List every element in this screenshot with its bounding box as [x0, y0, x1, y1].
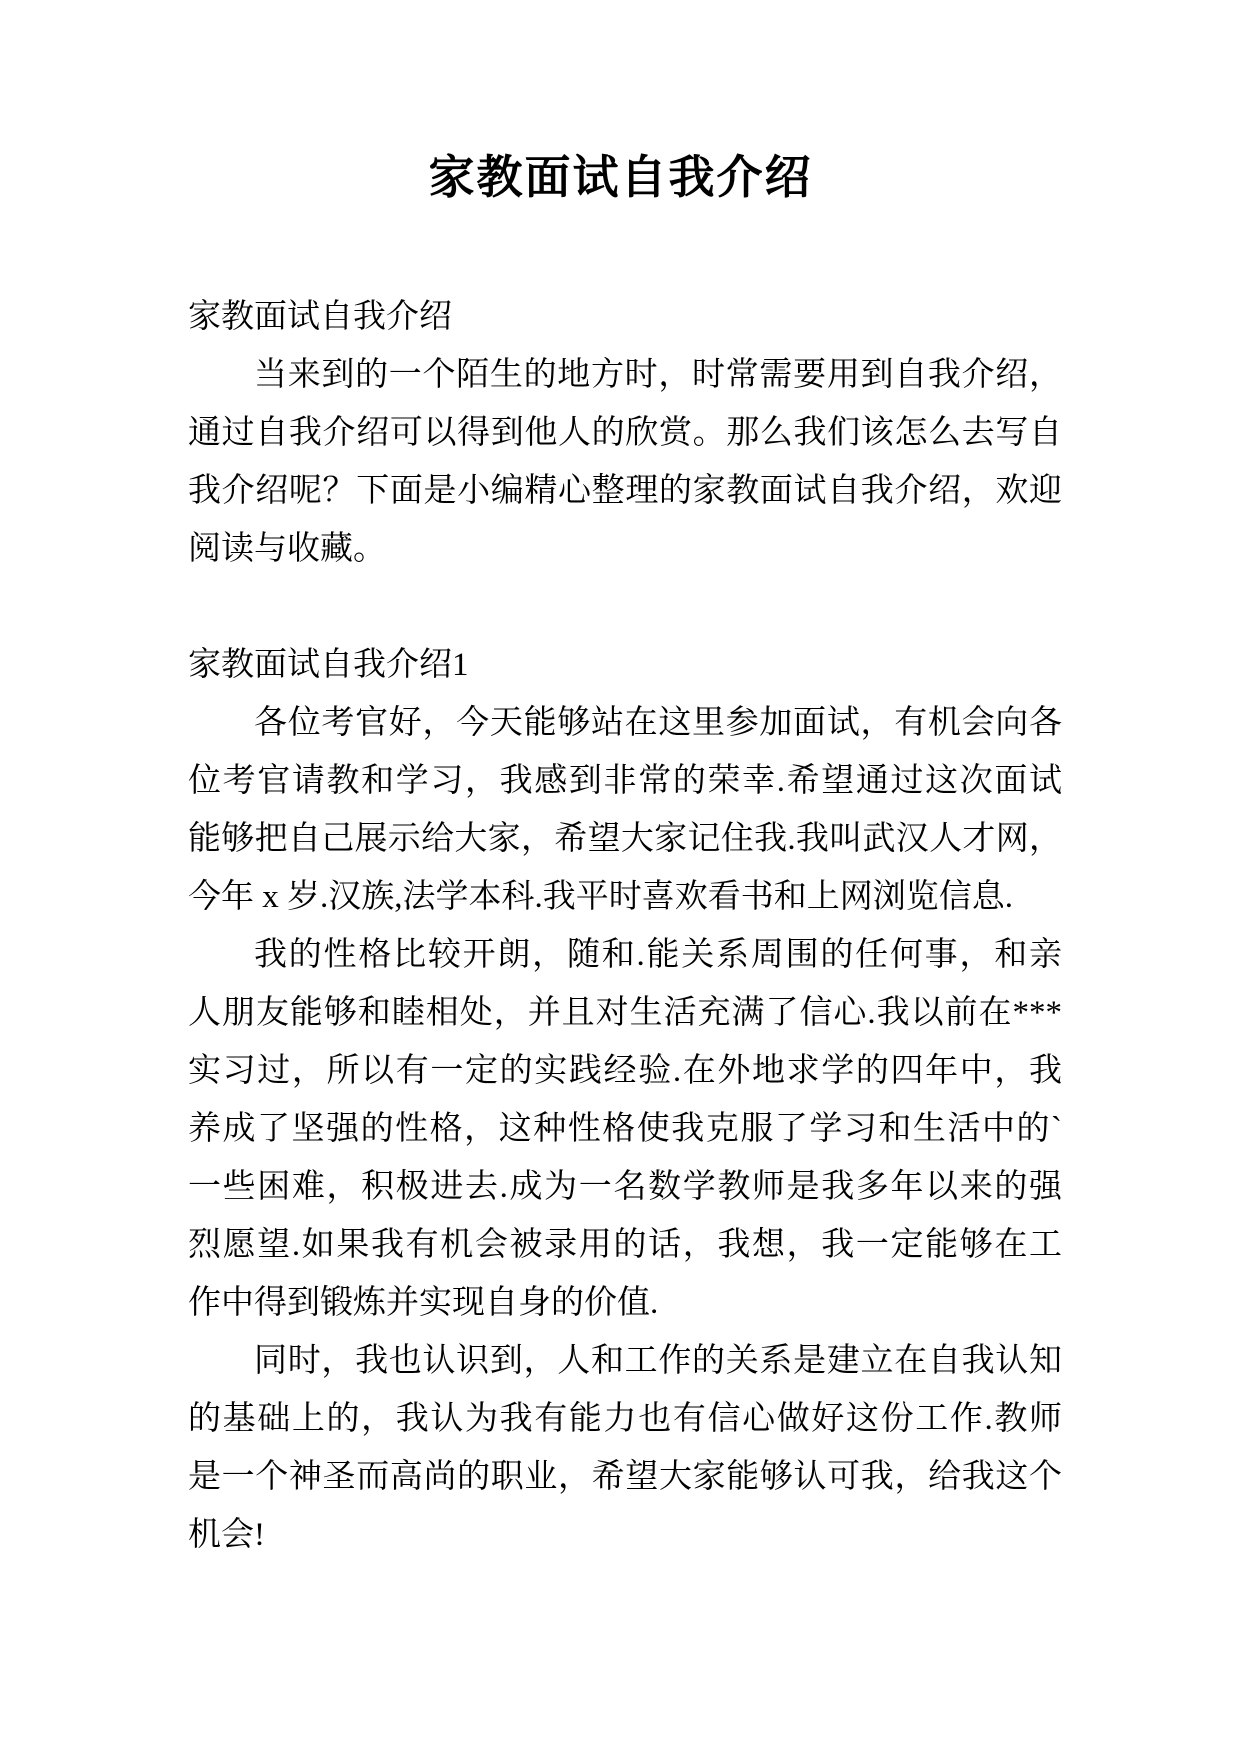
document-title: 家教面试自我介绍 — [428, 152, 813, 203]
paragraph-line: 当来到的一个陌生的地方时，时常需要用到自我介绍， — [254, 357, 1062, 393]
paragraph-line: 同时，我也认识到，人和工作的关系是建立在自我认知 — [254, 1343, 1062, 1379]
paragraph-line: 的基础上的，我认为我有能力也有信心做好这份工作.教师 — [188, 1401, 1062, 1437]
section-heading: 家教面试自我介绍 — [188, 299, 452, 335]
paragraph-line: 能够把自己展示给大家，希望大家记住我.我叫武汉人才网， — [188, 821, 1062, 857]
paragraph-line: 养成了坚强的性格，这种性格使我克服了学习和生活中的` — [188, 1111, 1062, 1147]
paragraph-line: 阅读与收藏。 — [188, 531, 386, 567]
paragraph-line: 我介绍呢？下面是小编精心整理的家教面试自我介绍，欢迎 — [188, 473, 1062, 509]
blank-line — [188, 578, 1062, 636]
paragraph-line: 我的性格比较开朗，随和.能关系周围的任何事，和亲 — [254, 937, 1062, 973]
paragraph-line: 实习过，所以有一定的实践经验.在外地求学的四年中，我 — [188, 1053, 1062, 1089]
paragraph-line: 作中得到锻炼并实现自身的价值. — [188, 1285, 659, 1321]
paragraph-line: 机会! — [188, 1517, 265, 1553]
paragraph-line: 今年 x 岁.汉族,法学本科.我平时喜欢看书和上网浏览信息. — [188, 879, 1013, 915]
paragraph-line: 烈愿望.如果我有机会被录用的话，我想，我一定能够在工 — [188, 1227, 1062, 1263]
paragraph-line: 一些困难，积极进去.成为一名数学教师是我多年以来的强 — [188, 1169, 1062, 1205]
document-body — [188, 288, 1062, 1564]
paragraph-line: 通过自我介绍可以得到他人的欣赏。那么我们该怎么去写自 — [188, 415, 1062, 451]
paragraph-line: 位考官请教和学习，我感到非常的荣幸.希望通过这次面试 — [188, 763, 1062, 799]
paragraph-line: 是一个神圣而高尚的职业，希望大家能够认可我，给我这个 — [188, 1459, 1062, 1495]
paragraph-line: 人朋友能够和睦相处，并且对生活充满了信心.我以前在*** — [188, 995, 1062, 1031]
paragraph-line: 各位考官好，今天能够站在这里参加面试，有机会向各 — [254, 705, 1062, 741]
section-heading: 家教面试自我介绍1 — [188, 647, 469, 683]
